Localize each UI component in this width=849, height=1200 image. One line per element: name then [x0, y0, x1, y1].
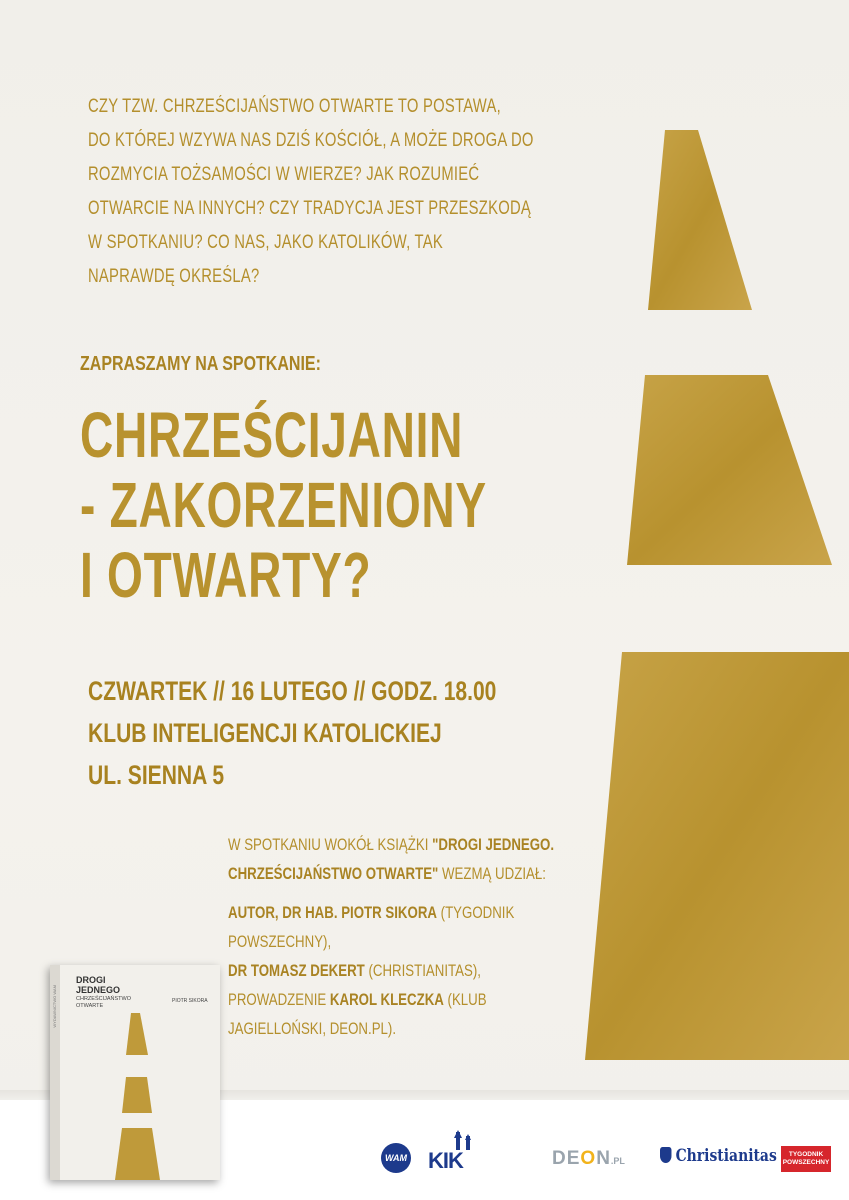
event-datetime: CZWARTEK // 16 LUTEGO // GODZ. 18.00: [88, 676, 497, 706]
book-trapezoid-middle: [122, 1077, 152, 1113]
christianitas-logo: [660, 1146, 777, 1166]
book-trapezoid-bottom: [115, 1128, 160, 1180]
christianitas-logo-text: Christianitas: [675, 1146, 777, 1166]
invitation-heading: ZAPRASZAMY NA SPOTKANIE:: [80, 353, 321, 375]
event-venue: KLUB INTELIGENCJI KATOLICKIEJ: [88, 718, 442, 748]
intro-line: NAPRAWDĘ OKREŚLA?: [88, 266, 260, 287]
intro-line: OTWARCIE NA INNYCH? CZY TRADYCJA JEST PRZESZKODĄ: [88, 198, 532, 219]
event-address: UL. SIENNA 5: [88, 760, 225, 790]
book-title-text: CHRZEŚCIJAŃSTWO OTWARTE": [228, 864, 439, 883]
book-cover: [50, 965, 220, 1180]
details-line: JAGIELLOŃSKI, DEON.PL).: [228, 1019, 397, 1038]
details-text: (TYGODNIK: [436, 903, 515, 922]
book-subtitle-line: OTWARTE: [76, 1003, 104, 1009]
gold-trapezoid-middle: [627, 375, 832, 565]
tp-logo-line: POWSZECHNY: [782, 1159, 830, 1166]
book-trapezoid-top: [126, 1013, 148, 1055]
kik-logo-text: KIK: [428, 1148, 463, 1173]
event-title: [80, 400, 645, 610]
deon-logo-pl: .PL: [610, 1156, 625, 1166]
book-spine-text: WYDAWNICTWO WAM: [52, 985, 57, 1028]
details-text: (KLUB: [443, 990, 487, 1009]
deon-logo-text: N: [596, 1148, 611, 1169]
gold-trapezoid-top: [648, 130, 752, 310]
deon-logo: [552, 1148, 625, 1170]
intro-paragraph: [88, 90, 628, 294]
book-subtitle-line: CHRZEŚCIJAŃSTWO: [76, 996, 131, 1002]
details-text: WEZMĄ UDZIAŁ:: [438, 864, 546, 883]
intro-line: ROZMYCIA TOŻSAMOŚCI W WIERZE? JAK ROZUMIEĆ: [88, 164, 480, 185]
intro-line: DO KTÓREJ WZYWA NAS DZIŚ KOŚCIÓŁ, A MOŻE DROGA DO: [88, 130, 534, 151]
book-author: PIOTR SIKORA: [172, 998, 208, 1004]
details-text: (CHRISTIANITAS),: [364, 961, 481, 980]
details-text: PROWADZENIE: [228, 990, 330, 1009]
tygodnik-powszechny-logo: [781, 1146, 831, 1172]
moderator-name: KAROL KLECZKA: [329, 990, 444, 1009]
event-info: [88, 670, 612, 796]
intro-line: CZY TZW. CHRZEŚCIJAŃSTWO OTWARTE TO POSTAWA,: [88, 96, 501, 117]
details-line: [228, 859, 556, 888]
details-line: [228, 956, 556, 985]
deon-logo-text: DE: [552, 1148, 581, 1169]
details-line: [228, 985, 556, 1014]
participants-paragraph: [228, 830, 648, 1043]
title-line: CHRZEŚCIJANIN: [80, 399, 464, 471]
book-cover-shapes: [60, 965, 220, 1180]
tp-logo-line: TYGODNIK: [788, 1151, 824, 1158]
intro-line: W SPOTKANIU? CO NAS, JAKO KATOLIKÓW, TAK: [88, 232, 443, 253]
title-line: - ZAKORZENIONY: [80, 469, 487, 541]
speaker-name: AUTOR, DR HAB. PIOTR SIKORA: [228, 903, 437, 922]
christianitas-crest-icon: [660, 1147, 671, 1163]
details-line: [228, 830, 556, 859]
kik-logo: [428, 1130, 484, 1174]
details-line: POWSZECHNY),: [228, 932, 332, 951]
book-title-line: DROGI: [76, 975, 106, 985]
wam-logo: WAM: [381, 1143, 411, 1173]
title-line: I OTWARTY?: [80, 539, 372, 611]
book-title-text: "DROGI JEDNEGO.: [432, 835, 555, 854]
deon-logo-o: O: [580, 1148, 597, 1169]
details-line: [228, 898, 556, 927]
book-title-line: JEDNEGO: [76, 985, 121, 995]
speaker-name: DR TOMASZ DEKERT: [228, 961, 365, 980]
details-text: W SPOTKANIU WOKÓŁ KSIĄŻKI: [228, 835, 433, 854]
